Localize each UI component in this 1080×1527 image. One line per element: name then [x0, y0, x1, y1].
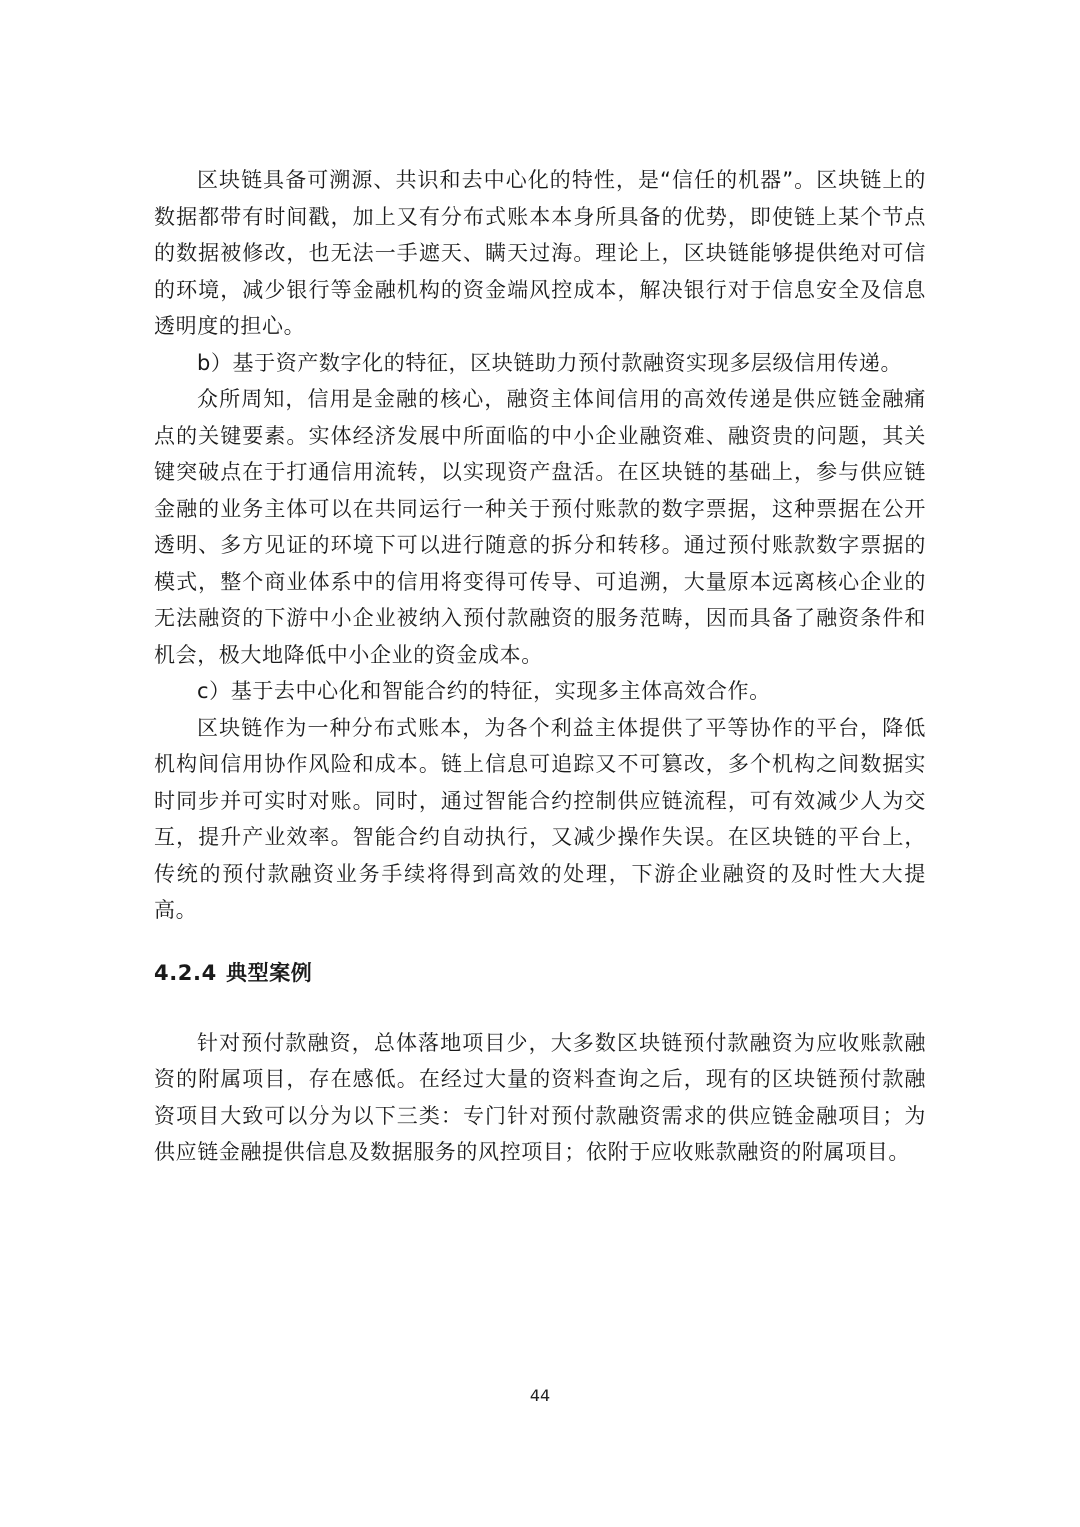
paragraph-typical-cases: 针对预付款融资，总体落地项目少，大多数区块链预付款融资为应收账款融资的附属项目，存在感低。在经过大量的资料查询之后，现有的区块链预付款融资项目大致可以分为以下三类：专门针对预付款融资需求的供应链金融项目；为供应链金融提供信息及数据服务的风控项目；依附于应收账款融资的附属项目。 — [154, 1030, 926, 1164]
paragraph-c-heading: c）基于去中心化和智能合约的特征，实现多主体高效合作。 — [197, 679, 771, 703]
page-body — [154, 162, 926, 1171]
section-heading — [154, 955, 926, 991]
paragraph-trust-machine: 区块链具备可溯源、共识和去中心化的特性，是“信任的机器”。区块链上的数据都带有时间戳，加上又有分布式账本本身所具备的优势，即使链上某个节点的数据被修改，也无法一手遮天、瞒天过海。理论上，区块链能够提供绝对可信的环境，减少银行等金融机构的资金端风控成本，解决银行对于信息安全及信息透明度的担心。 — [154, 168, 926, 338]
paragraph-credit-transfer: 众所周知，信用是金融的核心，融资主体间信用的高效传递是供应链金融痛点的关键要素。实体经济发展中所面临的中小企业融资难、融资贵的问题，其关键突破点在于打通信用流转，以实现资产盘活。在区块链的基础上，参与供应链金融的业务主体可以在共同运行一种关于预付账款的数字票据，这种票据在公开透明、多方见证的环境下可以进行随意的拆分和转移。通过预付账款数字票据的模式，整个商业体系中的信用将变得可传导、可追溯，大量原本远离核心企业的无法融资的下游中小企业被纳入预付款融资的服务范畴，因而具备了融资条件和机会，极大地降低中小企业的资金成本。 — [154, 387, 926, 667]
section-number: 4.2.4 — [154, 960, 217, 985]
paragraph-b-heading: b）基于资产数字化的特征，区块链助力预付款融资实现多层级信用传递。 — [197, 350, 903, 375]
paragraph-distributed-ledger: 区块链作为一种分布式账本，为各个利益主体提供了平等协作的平台，降低机构间信用协作风险和成本。链上信息可追踪又不可篡改，多个机构之间数据实时同步并可实时对账。同时，通过智能合约控制供应链流程，可有效减少人为交互，提升产业效率。智能合约自动执行，又减少操作失误。在区块链的平台上，传统的预付款融资业务手续将得到高效的处理，下游企业融资的及时性大大提高。 — [154, 715, 926, 922]
page-number: 44 — [529, 1386, 551, 1405]
section-title: 典型案例 — [226, 960, 313, 985]
